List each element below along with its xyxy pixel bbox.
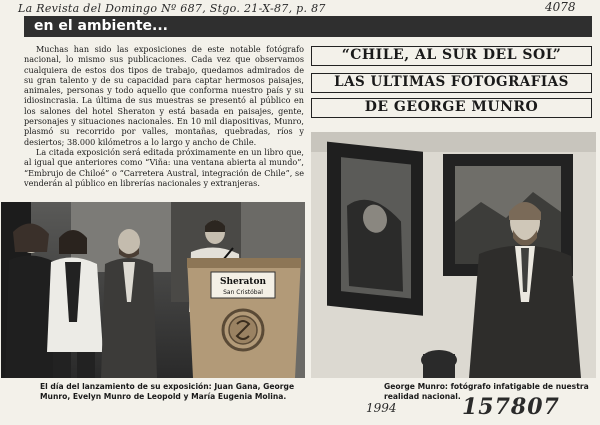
event-photo-caption: El día del lanzamiento de su exposición: Juan Gana, George Munro, Evelyn Munro de Leopold y María Eugenia Molina. [40, 382, 295, 401]
munro-portrait-photo [311, 132, 596, 378]
article-paragraph: La citada exposición será editada próximamente en un libro que, al igual que anteriores como “Viña: una ventana abierta al mundo”, “Embrujo de Chiloé” o “Carretera Austral, integración de Chile”, se venderán al público en librerías nacionales y extranjeras. [24, 146, 304, 188]
headline-line-3: DE GEORGE MUNRO [311, 98, 592, 118]
article-body [24, 44, 304, 196]
section-header-bar [24, 16, 592, 37]
headline-line-1: “CHILE, AL SUR DEL SOL” [311, 46, 592, 66]
event-photo-graphic [1, 202, 305, 378]
podium-sign-subtext: San Cristóbal [223, 289, 263, 296]
headline-line-2: LAS ULTIMAS FOTOGRAFIAS [311, 73, 592, 93]
podium-sign-text: Sheraton [219, 277, 267, 287]
portrait-photo-caption: George Munro: fotógrafo infatigable de nuestra realidad nacional. [384, 382, 589, 401]
section-title: en el ambiente... [34, 18, 168, 34]
handwritten-archive-number: 157807 [462, 394, 560, 420]
handwritten-source-note: La Revista del Domingo Nº 687, Stgo. 21-X-87, p. 87 [18, 2, 326, 15]
munro-portrait-graphic [311, 132, 596, 378]
handwritten-bottom-note: 1994 [366, 401, 397, 415]
article-paragraph: Muchas han sido las exposiciones de este notable fotógrafo nacional, lo mismo sus publicaciones. Cada vez que observamos cualquiera de estos dos tipos de trabajo, quedamos admirados de su gran talento y de su capacidad para captar hermosos paisajes, animales, personas y todo aquello que conforma nuestro país y su idiosincrasia. La última de sus muestras se presentó al público en los salones del hotel Sheraton y está basada en paisajes, gente, personajes y situaciones nacionales. En 10 mil diapositivas, Munro, plasmó su recorrido por valles, montañas, quebradas, ríos y desiertos; 38.000 kilómetros a lo largo y ancho de Chile. [24, 44, 304, 147]
event-photo [1, 202, 305, 378]
handwritten-top-number: 4078 [545, 0, 576, 14]
